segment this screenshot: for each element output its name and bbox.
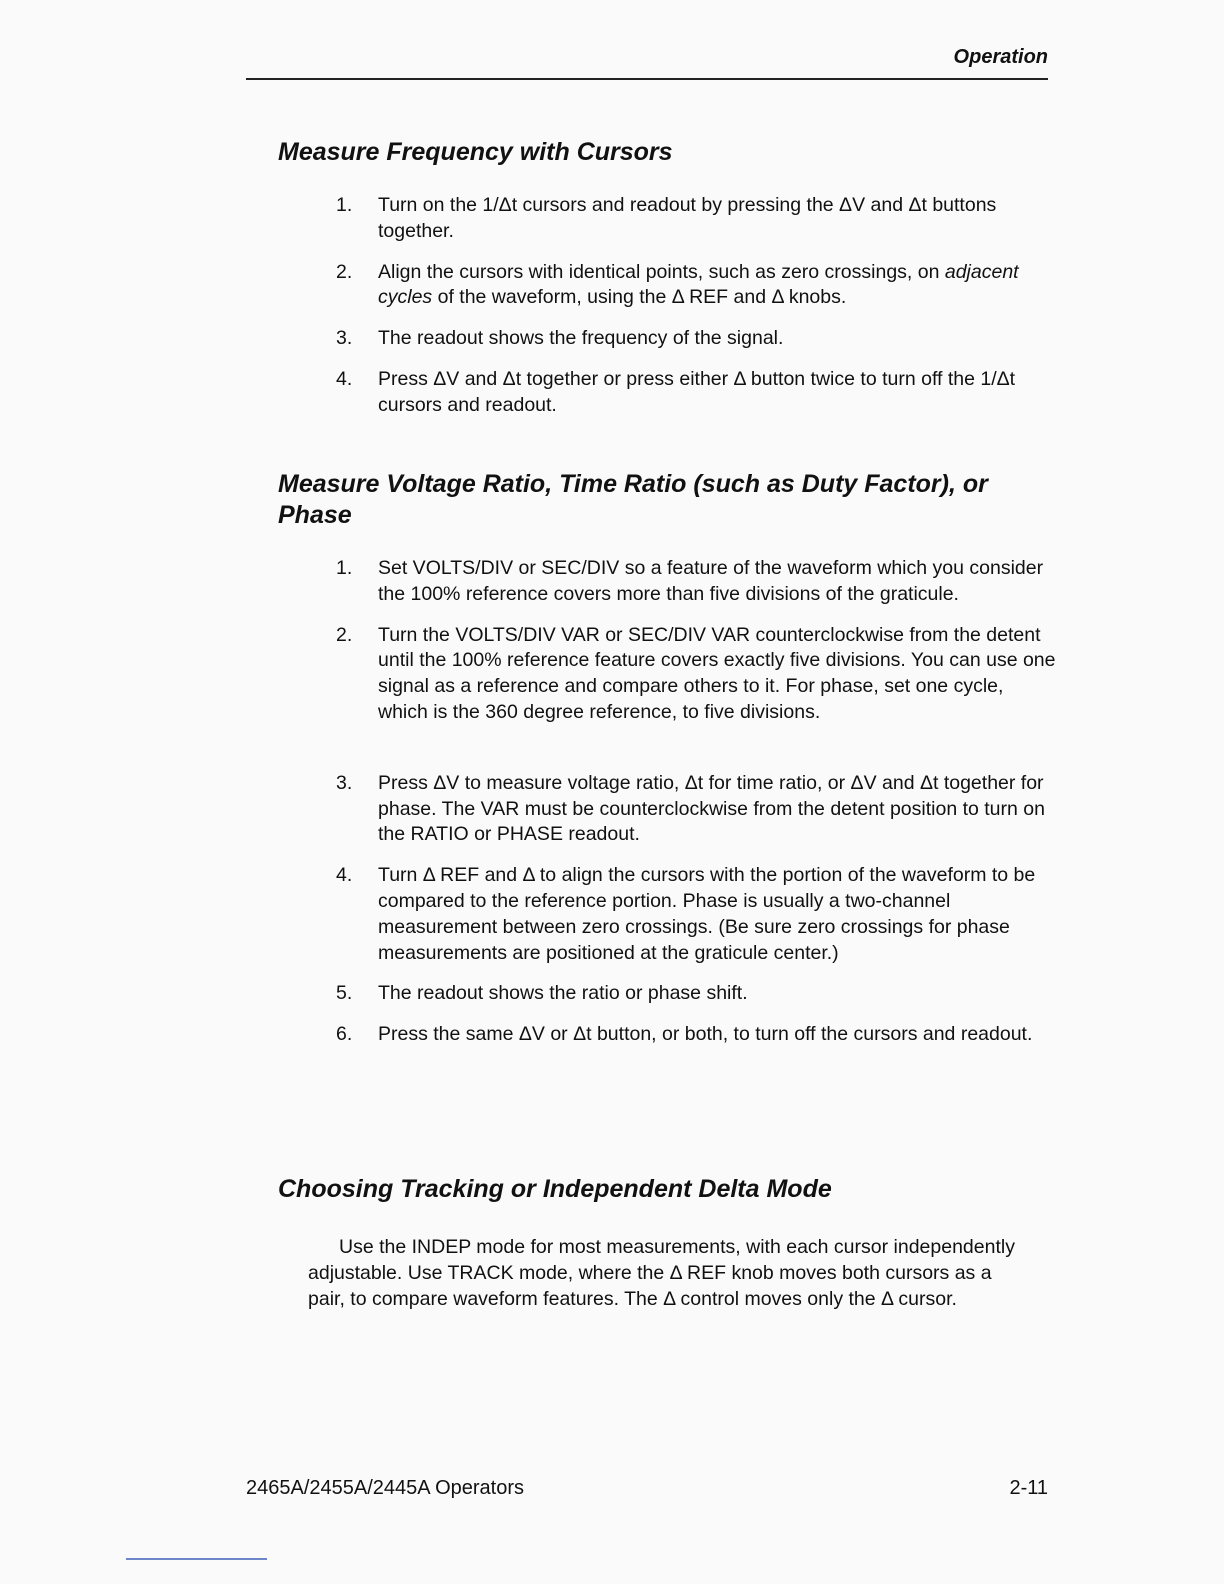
running-head: Operation	[953, 46, 1048, 68]
section-title-delta-mode: Choosing Tracking or Independent Delta Mode	[278, 1175, 832, 1203]
list-item: 3. Press ΔV to measure voltage ratio, Δt for time ratio, or ΔV and Δt together for phase. The VAR must be counterclockwise from the detent position to turn on the RATIO or PHASE readout.	[336, 771, 1045, 846]
frequency-steps	[336, 193, 1056, 419]
list-item: 6. Press the same ΔV or Δt button, or both, to turn off the cursors and readout.	[336, 1023, 1033, 1046]
list-item: 2. Align the cursors with identical points, such as zero crossings, on adjacent cycles of the waveform, using the Δ REF and Δ knobs.	[336, 260, 1019, 309]
header-rule	[246, 78, 1048, 80]
list-item: 4. Press ΔV and Δt together or press either Δ button twice to turn off the 1/Δt cursors and readout.	[336, 367, 1016, 416]
list-item: 3. The readout shows the frequency of the signal.	[336, 327, 784, 350]
list-item: 2. Turn the VOLTS/DIV VAR or SEC/DIV VAR counterclockwise from the detent until the 100% reference feature covers exactly five divisions. You can use one signal as a reference and compare others to it. For phase, set one cycle, which is the 360 degree reference, to five divisions.	[336, 623, 1056, 723]
section-title-ratio: Measure Voltage Ratio, Time Ratio (such as Duty Factor), or Phase	[278, 470, 988, 529]
list-item: 1. Turn on the 1/Δt cursors and readout by pressing the ΔV and Δt buttons together.	[336, 194, 997, 242]
delta-mode-paragraph: Use the INDEP mode for most measurements, with each cursor independently adjustable. Use TRACK mode, where the Δ REF knob moves both cursors as a pair, to compare waveform features. The Δ control moves only the Δ cursor.	[308, 1236, 1015, 1310]
ratio-steps	[336, 556, 1056, 1048]
section-title-frequency: Measure Frequency with Cursors	[278, 138, 673, 166]
list-item: 5. The readout shows the ratio or phase shift.	[336, 982, 748, 1005]
list-item: 4. Turn Δ REF and Δ to align the cursors with the portion of the waveform to be compared to the reference portion. Phase is usually a two-channel measurement between zero crossings. (Be sure zero crossings for phase measurements are positioned at the graticule center.)	[336, 864, 1036, 964]
scan-edge-mark	[126, 1558, 267, 1560]
page-number: 2-11	[1009, 1477, 1048, 1499]
footer-manual-title: 2465A/2455A/2445A Operators	[246, 1477, 524, 1499]
italic-emphasis: adjacent cycles	[378, 260, 1019, 309]
list-item: 1. Set VOLTS/DIV or SEC/DIV so a feature of the waveform which you consider the 100% reference covers more than five divisions of the graticule.	[336, 557, 1044, 605]
